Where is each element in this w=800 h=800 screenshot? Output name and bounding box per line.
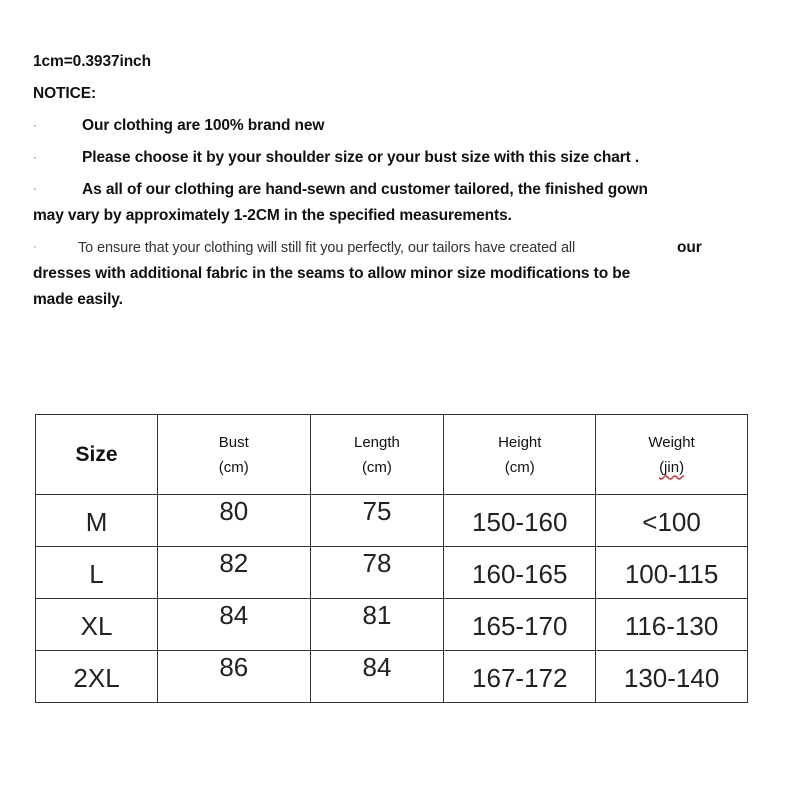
header-length: Length (cm) bbox=[310, 415, 444, 495]
note-hand-sewn-cont: may vary by approximately 1-2CM in the specified measurements. bbox=[33, 207, 512, 224]
cell-weight: 130-140 bbox=[596, 651, 748, 703]
cell-bust: 84 bbox=[158, 599, 310, 651]
cell-length: 75 bbox=[310, 495, 444, 547]
table-header-row bbox=[36, 415, 748, 495]
cell-weight: <100 bbox=[596, 495, 748, 547]
cell-height: 165-170 bbox=[444, 599, 596, 651]
note-brand-new: Our clothing are 100% brand new bbox=[82, 117, 325, 134]
bullet-1: · bbox=[33, 120, 37, 132]
bullet-2: · bbox=[33, 152, 37, 164]
cell-length: 78 bbox=[310, 547, 444, 599]
cell-height: 167-172 bbox=[444, 651, 596, 703]
cell-bust: 82 bbox=[158, 547, 310, 599]
cell-height: 150-160 bbox=[444, 495, 596, 547]
table-row bbox=[36, 495, 748, 547]
header-weight: Weight (jin) bbox=[596, 415, 748, 495]
table-row bbox=[36, 599, 748, 651]
note-ensure-fit-our: our bbox=[677, 239, 702, 256]
cell-bust: 86 bbox=[158, 651, 310, 703]
conversion-note: 1cm=0.3937inch bbox=[33, 53, 151, 70]
size-chart-table bbox=[35, 414, 748, 703]
cell-length: 84 bbox=[310, 651, 444, 703]
cell-size: M bbox=[36, 495, 158, 547]
header-size: Size bbox=[36, 415, 158, 495]
note-ensure-fit: To ensure that your clothing will still fit you perfectly, our tailors have created all bbox=[78, 240, 576, 256]
cell-size: L bbox=[36, 547, 158, 599]
table-row bbox=[36, 547, 748, 599]
note-hand-sewn: As all of our clothing are hand-sewn and customer tailored, the finished gown bbox=[82, 181, 648, 198]
note-ensure-fit-end: made easily. bbox=[33, 291, 123, 308]
cell-height: 160-165 bbox=[444, 547, 596, 599]
bullet-3: · bbox=[33, 183, 37, 195]
cell-bust: 80 bbox=[158, 495, 310, 547]
bullet-4: · bbox=[33, 241, 37, 253]
notice-heading: NOTICE: bbox=[33, 85, 97, 102]
cell-size: XL bbox=[36, 599, 158, 651]
table-row bbox=[36, 651, 748, 703]
note-choose-size: Please choose it by your shoulder size or your bust size with this size chart . bbox=[82, 149, 640, 166]
cell-weight: 116-130 bbox=[596, 599, 748, 651]
header-bust: Bust (cm) bbox=[158, 415, 310, 495]
cell-size: 2XL bbox=[36, 651, 158, 703]
header-height: Height (cm) bbox=[444, 415, 596, 495]
cell-length: 81 bbox=[310, 599, 444, 651]
cell-weight: 100-115 bbox=[596, 547, 748, 599]
note-ensure-fit-cont: dresses with additional fabric in the seams to allow minor size modifications to be bbox=[33, 265, 631, 282]
